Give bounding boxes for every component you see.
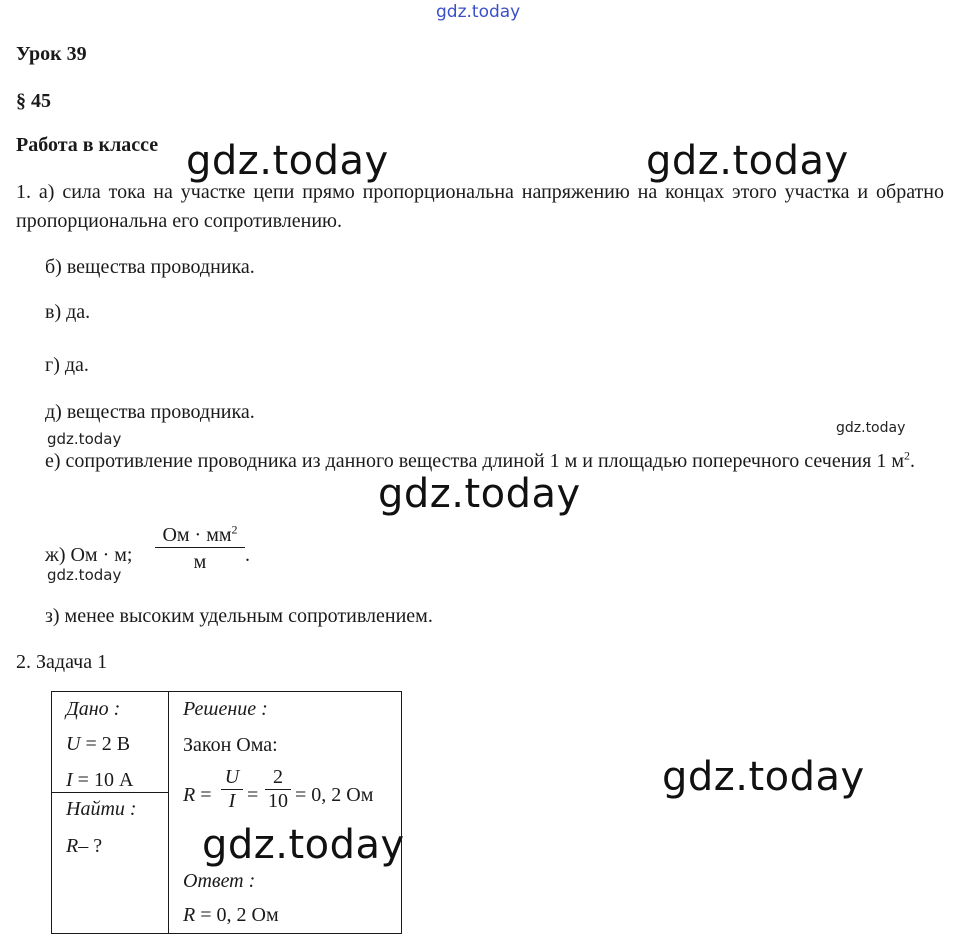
task-table: [51, 691, 402, 934]
paragraph-number: § 45: [16, 90, 51, 112]
fraction-numerator: 2: [273, 766, 283, 788]
watermark-small: gdz.today: [47, 566, 122, 584]
answer-label: Ответ :: [183, 870, 256, 892]
watermark: gdz.today: [646, 138, 849, 184]
watermark-top: gdz.today: [436, 2, 521, 22]
unit-fraction: [155, 524, 245, 574]
fraction-numerator: U: [224, 766, 240, 788]
formula-result: = 0, 2 Ом: [295, 784, 374, 806]
answer-1e: е) сопротивление проводника из данного вещества длиной 1 м и площадью поперечного сечения 1 $м^2$.: [45, 448, 915, 472]
formula-fraction-ui: [221, 766, 243, 813]
section-title: Работа в классе: [16, 134, 159, 156]
given-cell: [52, 692, 169, 793]
fraction-numerator: Ом · $мм^2$: [162, 522, 238, 546]
formula-r: R: [183, 784, 196, 806]
answer-1g: г) да.: [45, 354, 89, 376]
answer-1z: з) менее высоким удельным сопротивлением.: [45, 605, 433, 627]
answer-1zh: ж) Ом · м;: [45, 544, 133, 566]
fraction-denominator: I: [228, 790, 236, 812]
watermark: gdz.today: [662, 754, 865, 800]
watermark: gdz.today: [186, 138, 389, 184]
watermark-small: gdz.today: [836, 420, 906, 436]
answer-value: R = 0, 2 Ом: [183, 904, 279, 926]
answer-1d: д) вещества проводника.: [45, 401, 255, 423]
find-cell: [52, 793, 169, 934]
answer-1b: б) вещества проводника.: [45, 256, 255, 278]
formula-eq: =: [200, 784, 212, 806]
solution-cell: [169, 692, 402, 934]
solution-label: Решение :: [183, 698, 268, 720]
fraction-period: .: [245, 544, 250, 566]
task-title: 2. Задача 1: [16, 651, 108, 673]
ohm-law-label: Закон Ома:: [183, 734, 278, 756]
lesson-title: Урок 39: [16, 43, 87, 65]
fraction-denominator: м: [193, 551, 207, 573]
fraction-denominator: 10: [268, 790, 288, 812]
answer-1a: 1. а) сила тока на участке цепи прямо пропорциональна напряжению на концах этого участка и обратно пропорциональна его сопротивлению.: [16, 181, 944, 232]
find-unknown: R– ?: [66, 835, 103, 857]
answer-1v: в) да.: [45, 301, 91, 323]
formula-fraction-numbers: [265, 766, 291, 813]
given-label: Дано :: [66, 698, 121, 720]
formula-eq: =: [247, 784, 259, 806]
watermark-small: gdz.today: [47, 430, 122, 448]
find-label: Найти :: [66, 798, 137, 820]
given-current: I = 10 А: [66, 769, 134, 791]
watermark: gdz.today: [202, 822, 405, 868]
watermark: gdz.today: [378, 471, 581, 517]
formula: [183, 784, 212, 807]
given-voltage: U = 2 В: [66, 733, 131, 755]
